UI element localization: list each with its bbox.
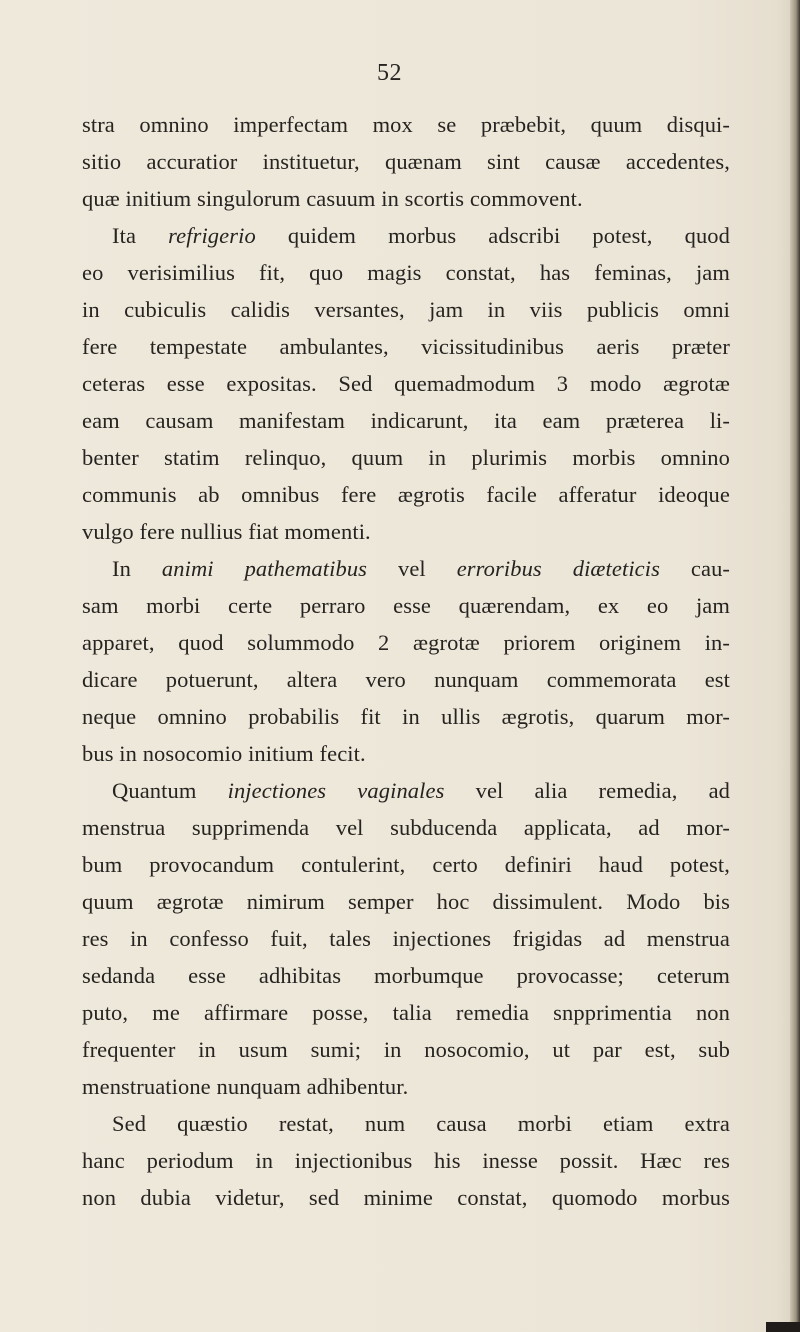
text-line: non dubia videtur, sed minime constat, quomodo morbus	[82, 1185, 730, 1210]
text-line: menstrua supprimenda vel subducenda applicata, ad mor-	[82, 815, 730, 840]
text-line: neque omnino probabilis fit in ullis ægrotis, quarum mor-	[82, 704, 730, 729]
paragraph-4	[82, 772, 730, 1105]
line-part: Ita	[112, 223, 169, 248]
line-part: Quantum	[112, 778, 228, 803]
text-line: in cubiculis calidis versantes, jam in viis publicis omni	[82, 297, 730, 322]
text-line: dicare potuerunt, altera vero nunquam commemorata est	[82, 667, 730, 692]
text-line: stra omnino imperfectam mox se præbebit, quum disqui-	[82, 112, 730, 137]
text-line: menstruatione nunquam adhibentur.	[82, 1074, 409, 1099]
line-part: In	[112, 556, 162, 581]
text-line: quæ initium singulorum casuum in scortis commovent.	[82, 186, 583, 211]
text-line: benter statim relinquo, quum in plurimis morbis omnino	[82, 445, 730, 470]
line-part: quidem morbus adscribi potest, quod	[255, 223, 730, 248]
text-line: sitio accuratior instituetur, quænam sint causæ accedentes,	[82, 149, 730, 174]
paragraph-2	[82, 217, 730, 550]
text-line	[82, 772, 730, 809]
text-line: quum ægrotæ nimirum semper hoc dissimulent. Modo bis	[82, 889, 730, 914]
text-line: sam morbi certe perraro esse quærendam, ex eo jam	[82, 593, 730, 618]
page-corner-shadow	[766, 1322, 800, 1332]
text-line: apparet, quod solummodo 2 ægrotæ priorem originem in-	[82, 630, 730, 655]
text-line: bus in nosocomio initium fecit.	[82, 741, 366, 766]
line-part: cau-	[659, 556, 731, 581]
text-line: res in confesso fuit, tales injectiones frigidas ad menstrua	[82, 926, 730, 951]
text-line: vulgo fere nullius fiat momenti.	[82, 519, 371, 544]
text-line: bum provocandum contulerint, certo definiri haud potest,	[82, 852, 730, 877]
text-line: ceteras esse expositas. Sed quemadmodum 3 modo ægrotæ	[82, 371, 730, 396]
text-line: sedanda esse adhibitas morbumque provocasse; ceterum	[82, 963, 730, 988]
italic-term: animi pathematibus	[161, 556, 368, 581]
text-line: eo verisimilius fit, quo magis constat, has feminas, jam	[82, 260, 730, 285]
paragraph-1	[82, 106, 730, 217]
paragraph-5	[82, 1105, 730, 1216]
line-part: vel	[367, 556, 457, 581]
italic-term: injectiones vaginales	[227, 778, 445, 803]
text-line: fere tempestate ambulantes, vicissitudinibus aeris præter	[82, 334, 730, 359]
text-line: eam causam manifestam indicarunt, ita eam præterea li-	[82, 408, 730, 433]
text-line: Sed quæstio restat, num causa morbi etiam extra	[112, 1111, 730, 1136]
page-number: 52	[377, 60, 402, 86]
paragraph-3	[82, 550, 730, 772]
text-line: communis ab omnibus fere ægrotis facile afferatur ideoque	[82, 482, 730, 507]
text-line	[82, 217, 730, 254]
page-edge-shadow	[790, 0, 800, 1332]
body-text	[82, 106, 730, 1216]
text-line: frequenter in usum sumi; in nosocomio, ut par est, sub	[82, 1037, 730, 1062]
text-line: puto, me affirmare posse, talia remedia snpprimentia non	[82, 1000, 730, 1025]
text-line: hanc periodum in injectionibus his inesse possit. Hæc res	[82, 1148, 730, 1173]
text-line	[82, 550, 730, 587]
italic-term: erroribus diæteticis	[456, 556, 660, 581]
italic-term: refrigerio	[168, 223, 256, 248]
line-part: vel alia remedia, ad	[444, 778, 730, 803]
